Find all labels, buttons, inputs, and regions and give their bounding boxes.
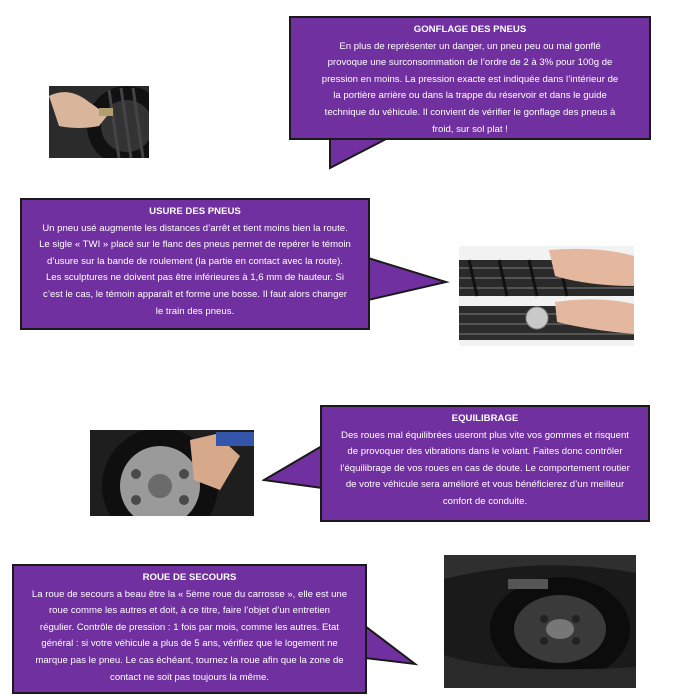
section-line: La roue de secours a beau être la « 5ème roue du carrosse », elle est une (31, 588, 348, 600)
tire-wear-photo (459, 246, 634, 346)
section-line: roue comme les autres et doit, à ce titre, faire l’objet d’un entretien (48, 605, 331, 617)
section-line: régulier. Contrôle de pression : 1 fois par mois, comme les autres. Etat (39, 621, 340, 633)
section-line: d’usure sur la bande de roulement (la partie en contact avec la route). (47, 255, 343, 267)
tire-inflation-photo (49, 86, 149, 158)
section-line: Le sigle « TWI » placé sur le flanc des pneus permet de repérer le témoin (39, 239, 351, 251)
spare-wheel-callout (12, 564, 367, 694)
section-line: la portière arrière ou dans la trappe du réservoir et dans le guide (333, 90, 607, 102)
section-line: technique du véhicule. Il convient de vérifier le gonflage des pneus à (324, 106, 616, 118)
section-title: EQUILIBRAGE (451, 413, 519, 424)
section-line: provoque une surconsommation de l’ordre de 2 à 3% pour 100g de (327, 57, 613, 69)
section-title: ROUE DE SECOURS (142, 572, 237, 583)
wear-callout (20, 198, 370, 330)
section-line: En plus de représenter un danger, un pneu peu ou mal gonflé (339, 40, 601, 52)
section-line: de provoquer des vibrations dans le volant. Faites donc contrôler (347, 446, 623, 458)
section-title: USURE DES PNEUS (149, 206, 241, 217)
bubble-tail (363, 624, 419, 674)
balancing-callout (320, 405, 650, 522)
section-line: général : si votre véhicule a plus de 5 ans, vérifiez que le logement ne (41, 638, 338, 650)
section-line: Un pneu usé augmente les distances d’arrêt et tient moins bien la route. (42, 222, 348, 234)
section-line: confort de conduite. (442, 495, 528, 507)
section-line: froid, sur sol plat ! (432, 123, 508, 135)
section-line: marque pas le pneu. Le cas échéant, tournez la roue afin que la zone de (35, 654, 344, 666)
bubble-tail (328, 136, 398, 170)
wheel-balancing-photo (90, 430, 254, 516)
section-line: contact ne soit pas toujours la même. (110, 671, 269, 683)
section-title: GONFLAGE DES PNEUS (413, 24, 527, 35)
section-line: de votre véhicule sera amélioré et vous bénéficierez d’un meilleur (345, 479, 625, 491)
section-line: Des roues mal équilibrées useront plus vite vos gommes et risquent (341, 429, 629, 441)
section-line: l’équilibrage de vos roues en cas de doute. Le comportement routier (340, 462, 630, 474)
bubble-tail (262, 432, 324, 494)
section-line: c’est le cas, le témoin apparaît et forme une bosse. Il faut alors changer (43, 288, 347, 300)
section-line: pression en moins. La pression exacte est indiquée dans l’intérieur de (321, 73, 619, 85)
section-line: le train des pneus. (155, 305, 235, 317)
spare-wheel-photo (444, 555, 636, 688)
section-line: Les sculptures ne doivent pas être inférieures à 1,6 mm de hauteur. Si (45, 272, 345, 284)
inflation-callout (289, 16, 651, 140)
bubble-tail (366, 256, 450, 306)
